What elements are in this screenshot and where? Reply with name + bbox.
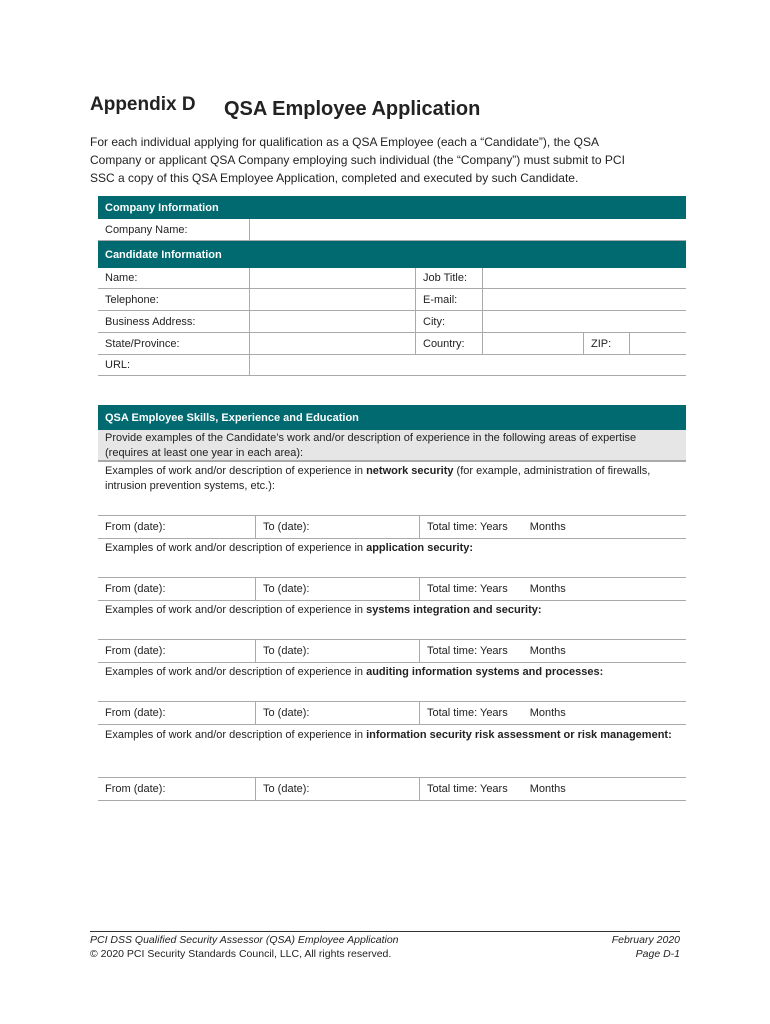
total-years-label: Total time: Years [427,783,508,795]
name-label: Name: [98,268,250,288]
experience-area[interactable] [98,462,686,516]
experience-prompt [105,728,676,743]
prompt-prefix: Examples of work and/or description of experience in [105,604,367,616]
total-time-field[interactable] [420,516,686,538]
skills-instructions [98,430,686,462]
prompt-prefix: Examples of work and/or description of experience in [105,729,367,741]
footer-page-number: Page D-1 [635,948,680,960]
total-time-field[interactable] [420,640,686,662]
page-title: QSA Employee Application [224,98,481,120]
to-date-field[interactable]: To (date): [256,640,420,662]
experience-area[interactable] [98,601,686,640]
job-title-field[interactable] [483,268,686,288]
footer-left [90,933,399,961]
address-row [98,311,686,333]
state-label: State/Province: [98,333,250,354]
url-label: URL: [98,355,250,375]
footer-copyright: © 2020 PCI Security Standards Council, LLC, All rights reserved. [90,948,392,960]
telephone-label: Telephone: [98,289,250,310]
area-name: network security [366,465,454,477]
total-years-label: Total time: Years [427,645,508,657]
from-date-field[interactable]: From (date): [98,702,256,724]
telephone-row [98,289,686,311]
skills-header [98,405,686,430]
company-name-row [98,219,686,241]
prompt-prefix: Examples of work and/or description of experience in [105,666,367,678]
intro-text: For each individual applying for qualification as a QSA Employee (each a “Candidate”), the QSA Company or applicant QSA Company employing such individual (the “Company”) must submit to PCI SSC a copy of this QSA Employee Application, completed and executed by such Candidate. [90,135,625,185]
section-title: Candidate Information [105,248,222,261]
total-years-label: Total time: Years [427,707,508,719]
date-row [98,640,686,663]
zip-label: ZIP: [584,333,630,354]
experience-area[interactable] [98,539,686,578]
candidate-info-header [98,241,686,268]
state-row [98,333,686,355]
experience-prompt [105,665,676,680]
company-info-header [98,196,686,219]
experience-area[interactable] [98,663,686,702]
footer-divider [90,931,680,932]
to-date-field[interactable]: To (date): [256,778,420,800]
job-title-label: Job Title: [416,268,483,288]
total-time-field[interactable] [420,702,686,724]
to-date-field[interactable]: To (date): [256,516,420,538]
footer-date: February 2020 [611,934,680,946]
company-name-field[interactable] [250,219,686,240]
from-date-field[interactable]: From (date): [98,778,256,800]
experience-prompt [105,541,676,556]
months-label: Months [529,707,566,719]
months-label: Months [529,521,566,533]
months-label: Months [529,783,566,795]
from-date-field[interactable]: From (date): [98,578,256,600]
total-time-field[interactable] [420,778,686,800]
experience-area[interactable] [98,726,686,778]
area-name: auditing information systems and processes: [366,666,604,678]
area-name: application security: [366,542,474,554]
appendix-label: Appendix D [90,94,196,115]
email-label: E-mail: [416,289,483,310]
from-date-field[interactable]: From (date): [98,640,256,662]
date-row [98,778,686,801]
area-name: information security risk assessment or risk management: [366,729,672,741]
total-years-label: Total time: Years [427,583,508,595]
months-label: Months [529,583,566,595]
section-title: QSA Employee Skills, Experience and Education [105,411,359,424]
name-row [98,268,686,289]
country-label: Country: [416,333,483,354]
area-name: systems integration and security: [366,604,542,616]
company-name-label: Company Name: [98,219,250,240]
date-row [98,578,686,601]
city-label: City: [416,311,483,332]
section-title: Company Information [105,201,219,214]
footer-right [612,933,680,961]
total-years-label: Total time: Years [427,521,508,533]
country-field[interactable] [483,333,584,354]
city-field[interactable] [483,311,686,332]
address-label: Business Address: [98,311,250,332]
address-field[interactable] [250,311,416,332]
date-row [98,702,686,725]
prompt-prefix: Examples of work and/or description of experience in [105,542,367,554]
prompt-prefix: Examples of work and/or description of experience in [105,465,367,477]
state-field[interactable] [250,333,416,354]
total-time-field[interactable] [420,578,686,600]
to-date-field[interactable]: To (date): [256,702,420,724]
instructions-text: Provide examples of the Candidate’s work and/or description of experience in the following areas of expertise (requires at least one year in each area): [105,432,637,459]
footer-doc-title: PCI DSS Qualified Security Assessor (QSA) Employee Application [90,934,399,946]
name-field[interactable] [250,268,416,288]
to-date-field[interactable]: To (date): [256,578,420,600]
telephone-field[interactable] [250,289,416,310]
months-label: Months [529,645,566,657]
email-field[interactable] [483,289,686,310]
zip-field[interactable] [630,333,686,354]
experience-prompt [105,603,676,618]
url-field[interactable] [250,355,686,375]
date-row [98,516,686,539]
url-row [98,355,686,376]
experience-prompt [105,464,676,494]
from-date-field[interactable]: From (date): [98,516,256,538]
prompt-suffix: (for example, administration of firewalls, intrusion prevention systems, etc.): [105,465,651,492]
